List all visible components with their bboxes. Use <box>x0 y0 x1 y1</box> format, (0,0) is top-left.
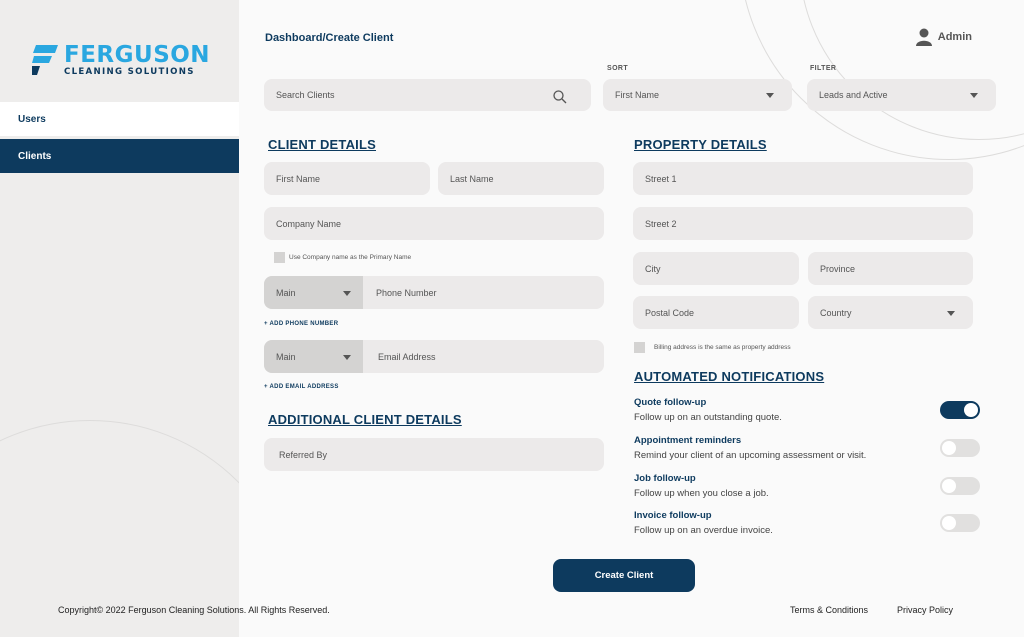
billing-same-checkbox[interactable] <box>634 342 645 353</box>
invoice-followup-toggle[interactable] <box>940 514 980 532</box>
logo-mark-icon <box>32 45 58 75</box>
privacy-link[interactable]: Privacy Policy <box>897 605 954 615</box>
sidebar-item-users[interactable]: Users <box>0 102 239 136</box>
use-company-checkbox[interactable] <box>274 252 285 263</box>
notification-description: Follow up when you close a job. <box>634 488 769 499</box>
additional-details-title: ADDITIONAL CLIENT DETAILS <box>268 412 462 427</box>
notification-description: Remind your client of an upcoming assessment or visit. <box>634 450 867 461</box>
main-content <box>239 0 1024 637</box>
notification-description: Follow up on an overdue invoice. <box>634 525 773 536</box>
notification-title: Appointment reminders <box>634 435 742 446</box>
copyright-text: Copyright© 2022 Ferguson Cleaning Solutions. All Rights Reserved. <box>58 605 330 615</box>
notification-title: Invoice follow-up <box>634 510 712 521</box>
toggle-knob <box>964 403 978 417</box>
use-company-label: Use Company name as the Primary Name <box>289 254 412 261</box>
brand-name: FERGUSON <box>64 42 211 68</box>
company-name-field[interactable] <box>264 207 604 240</box>
user-icon <box>916 28 932 46</box>
phone-type-value: Main <box>276 287 296 298</box>
country-select[interactable] <box>808 296 973 329</box>
client-details-title: CLIENT DETAILS <box>268 137 376 152</box>
job-followup-toggle[interactable] <box>940 477 980 495</box>
province-field[interactable] <box>808 252 973 285</box>
filter-value: Leads and Active <box>819 90 888 100</box>
country-placeholder: Country <box>820 307 852 318</box>
email-type-select[interactable] <box>264 340 363 373</box>
user-name: Admin <box>937 31 972 43</box>
appointment-reminders-toggle[interactable] <box>940 439 980 457</box>
phone-number-placeholder: Phone Number <box>376 287 437 298</box>
referred-by-placeholder: Referred By <box>279 449 328 460</box>
street2-placeholder: Street 2 <box>645 218 677 229</box>
sidebar <box>0 0 239 637</box>
sidebar-item-clients[interactable]: Clients <box>0 139 239 173</box>
sort-select[interactable] <box>603 79 792 111</box>
filter-label: FILTER <box>810 65 837 72</box>
street1-placeholder: Street 1 <box>645 173 677 184</box>
city-placeholder: City <box>645 263 661 274</box>
user-menu[interactable] <box>916 28 972 46</box>
billing-same-label: Billing address is the same as property address <box>654 344 791 351</box>
first-name-field[interactable] <box>264 162 430 195</box>
street1-field[interactable] <box>633 162 973 195</box>
breadcrumb: Dashboard/Create Client <box>265 32 394 44</box>
search-input[interactable] <box>264 79 591 111</box>
notification-title: Job follow-up <box>634 473 696 484</box>
notification-description: Follow up on an outstanding quote. <box>634 412 782 423</box>
notifications-title: AUTOMATED NOTIFICATIONS <box>634 369 825 384</box>
property-details-title: PROPERTY DETAILS <box>634 137 767 152</box>
street2-field[interactable] <box>633 207 973 240</box>
sort-label: SORT <box>607 65 629 72</box>
search-icon <box>553 90 567 104</box>
last-name-field[interactable] <box>438 162 604 195</box>
postal-code-placeholder: Postal Code <box>645 307 695 318</box>
filter-select[interactable] <box>807 79 996 111</box>
email-address-placeholder: Email Address <box>378 351 436 362</box>
province-placeholder: Province <box>820 263 856 274</box>
brand-tagline: CLEANING SOLUTIONS <box>64 67 195 77</box>
sort-value: First Name <box>615 90 660 100</box>
terms-link[interactable]: Terms & Conditions <box>790 605 869 615</box>
quote-followup-toggle[interactable] <box>940 401 980 419</box>
notification-title: Quote follow-up <box>634 397 707 408</box>
toggle-knob <box>942 516 956 530</box>
city-field[interactable] <box>633 252 799 285</box>
email-type-value: Main <box>276 351 296 362</box>
toggle-knob <box>942 441 956 455</box>
toggle-knob <box>942 479 956 493</box>
brand-logo <box>32 44 212 78</box>
add-phone-link[interactable]: + ADD PHONE NUMBER <box>264 321 339 327</box>
add-email-link[interactable]: + ADD EMAIL ADDRESS <box>264 384 339 390</box>
referred-by-field[interactable] <box>264 438 604 471</box>
search-placeholder: Search Clients <box>276 90 335 100</box>
first-name-placeholder: First Name <box>276 173 321 184</box>
company-name-placeholder: Company Name <box>276 218 342 229</box>
create-client-button[interactable]: Create Client <box>553 559 695 592</box>
postal-code-field[interactable] <box>633 296 799 329</box>
phone-type-select[interactable] <box>264 276 363 309</box>
last-name-placeholder: Last Name <box>450 173 494 184</box>
